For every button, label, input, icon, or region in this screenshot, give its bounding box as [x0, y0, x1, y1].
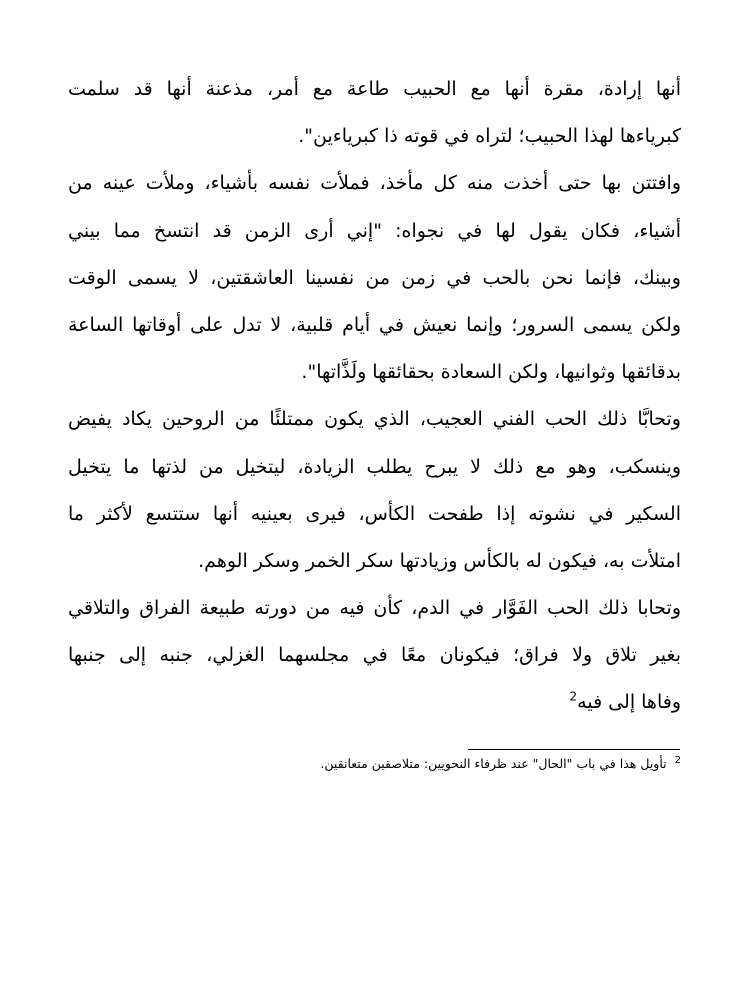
footnote-separator [468, 749, 680, 750]
text-line-5: وبينك، فإنما نحن بالحب في زمن من نفسينا العاشقتين، لا يسمى الوقت [68, 266, 681, 289]
text-line-2: كبرياءها لهذا الحبيب؛ لتراه في قوته ذا كبرياءين". [298, 125, 681, 148]
body-text [68, 66, 681, 727]
text-line-9: وينسكب، وهو مع ذلك لا يبرح يطلب الزيادة، ليتخيل من لذتها ما يتخيل [68, 455, 681, 478]
footnote-number: 2 [674, 754, 681, 766]
text-line-13: بغير تلاق ولا فراق؛ فيكونان معًا في مجلسهما الغزلي، جنبه إلى جنبها [68, 644, 681, 667]
footnote-text: تأويل هذا في باب "الحال" عند ظرفاء النحويين: متلاصقين متعانقين. [320, 756, 667, 771]
text-line-3: وافتتن بها حتى أخذت منه كل مأخذ، فملأت نفسه بأشياء، وملأت عينه من [68, 172, 681, 195]
footnote-reference: 2 [569, 690, 578, 705]
text-line-7: بدقائقها وثوانيها، ولكن السعادة بحقائقها ولَذَّاتها". [301, 361, 681, 384]
text-line-11: امتلأت به، فيكون له بالكأس وزيادتها سكر الخمر وسكر الوهم. [198, 549, 681, 572]
text-line-1: أنها إرادة، مقرة أنها مع الحبيب طاعة مع أمر، مذعنة أنها قد سلمت [68, 78, 681, 100]
text-line-12: وتحابا ذلك الحب الفَوَّار في الدم، كأن فيه من دورته طبيعة الفراق والتلاقي [68, 597, 681, 620]
text-line-4: أشياء، فكان يقول لها في نجواه: "إني أرى الزمن قد انتسخ مما بيني [68, 219, 681, 242]
text-line-6: ولكن يسمى السرور؛ وإنما نعيش في أيام قلبية، لا تدل على أوقاتها الساعة [68, 313, 681, 336]
text-line-10: السكير في نشوته إذا طفحت الكأس، فيرى بعينيه أنها ستتسع لأكثر ما [68, 502, 681, 525]
footnote [181, 755, 681, 773]
text-line-14 [68, 679, 681, 726]
text-line-8: وتحابَّا ذلك الحب الفني العجيب، الذي يكون ممتلئًا من الروحين يكاد يفيض [68, 408, 681, 431]
text-line-14-text: وفاها إلى فيه [577, 691, 681, 714]
